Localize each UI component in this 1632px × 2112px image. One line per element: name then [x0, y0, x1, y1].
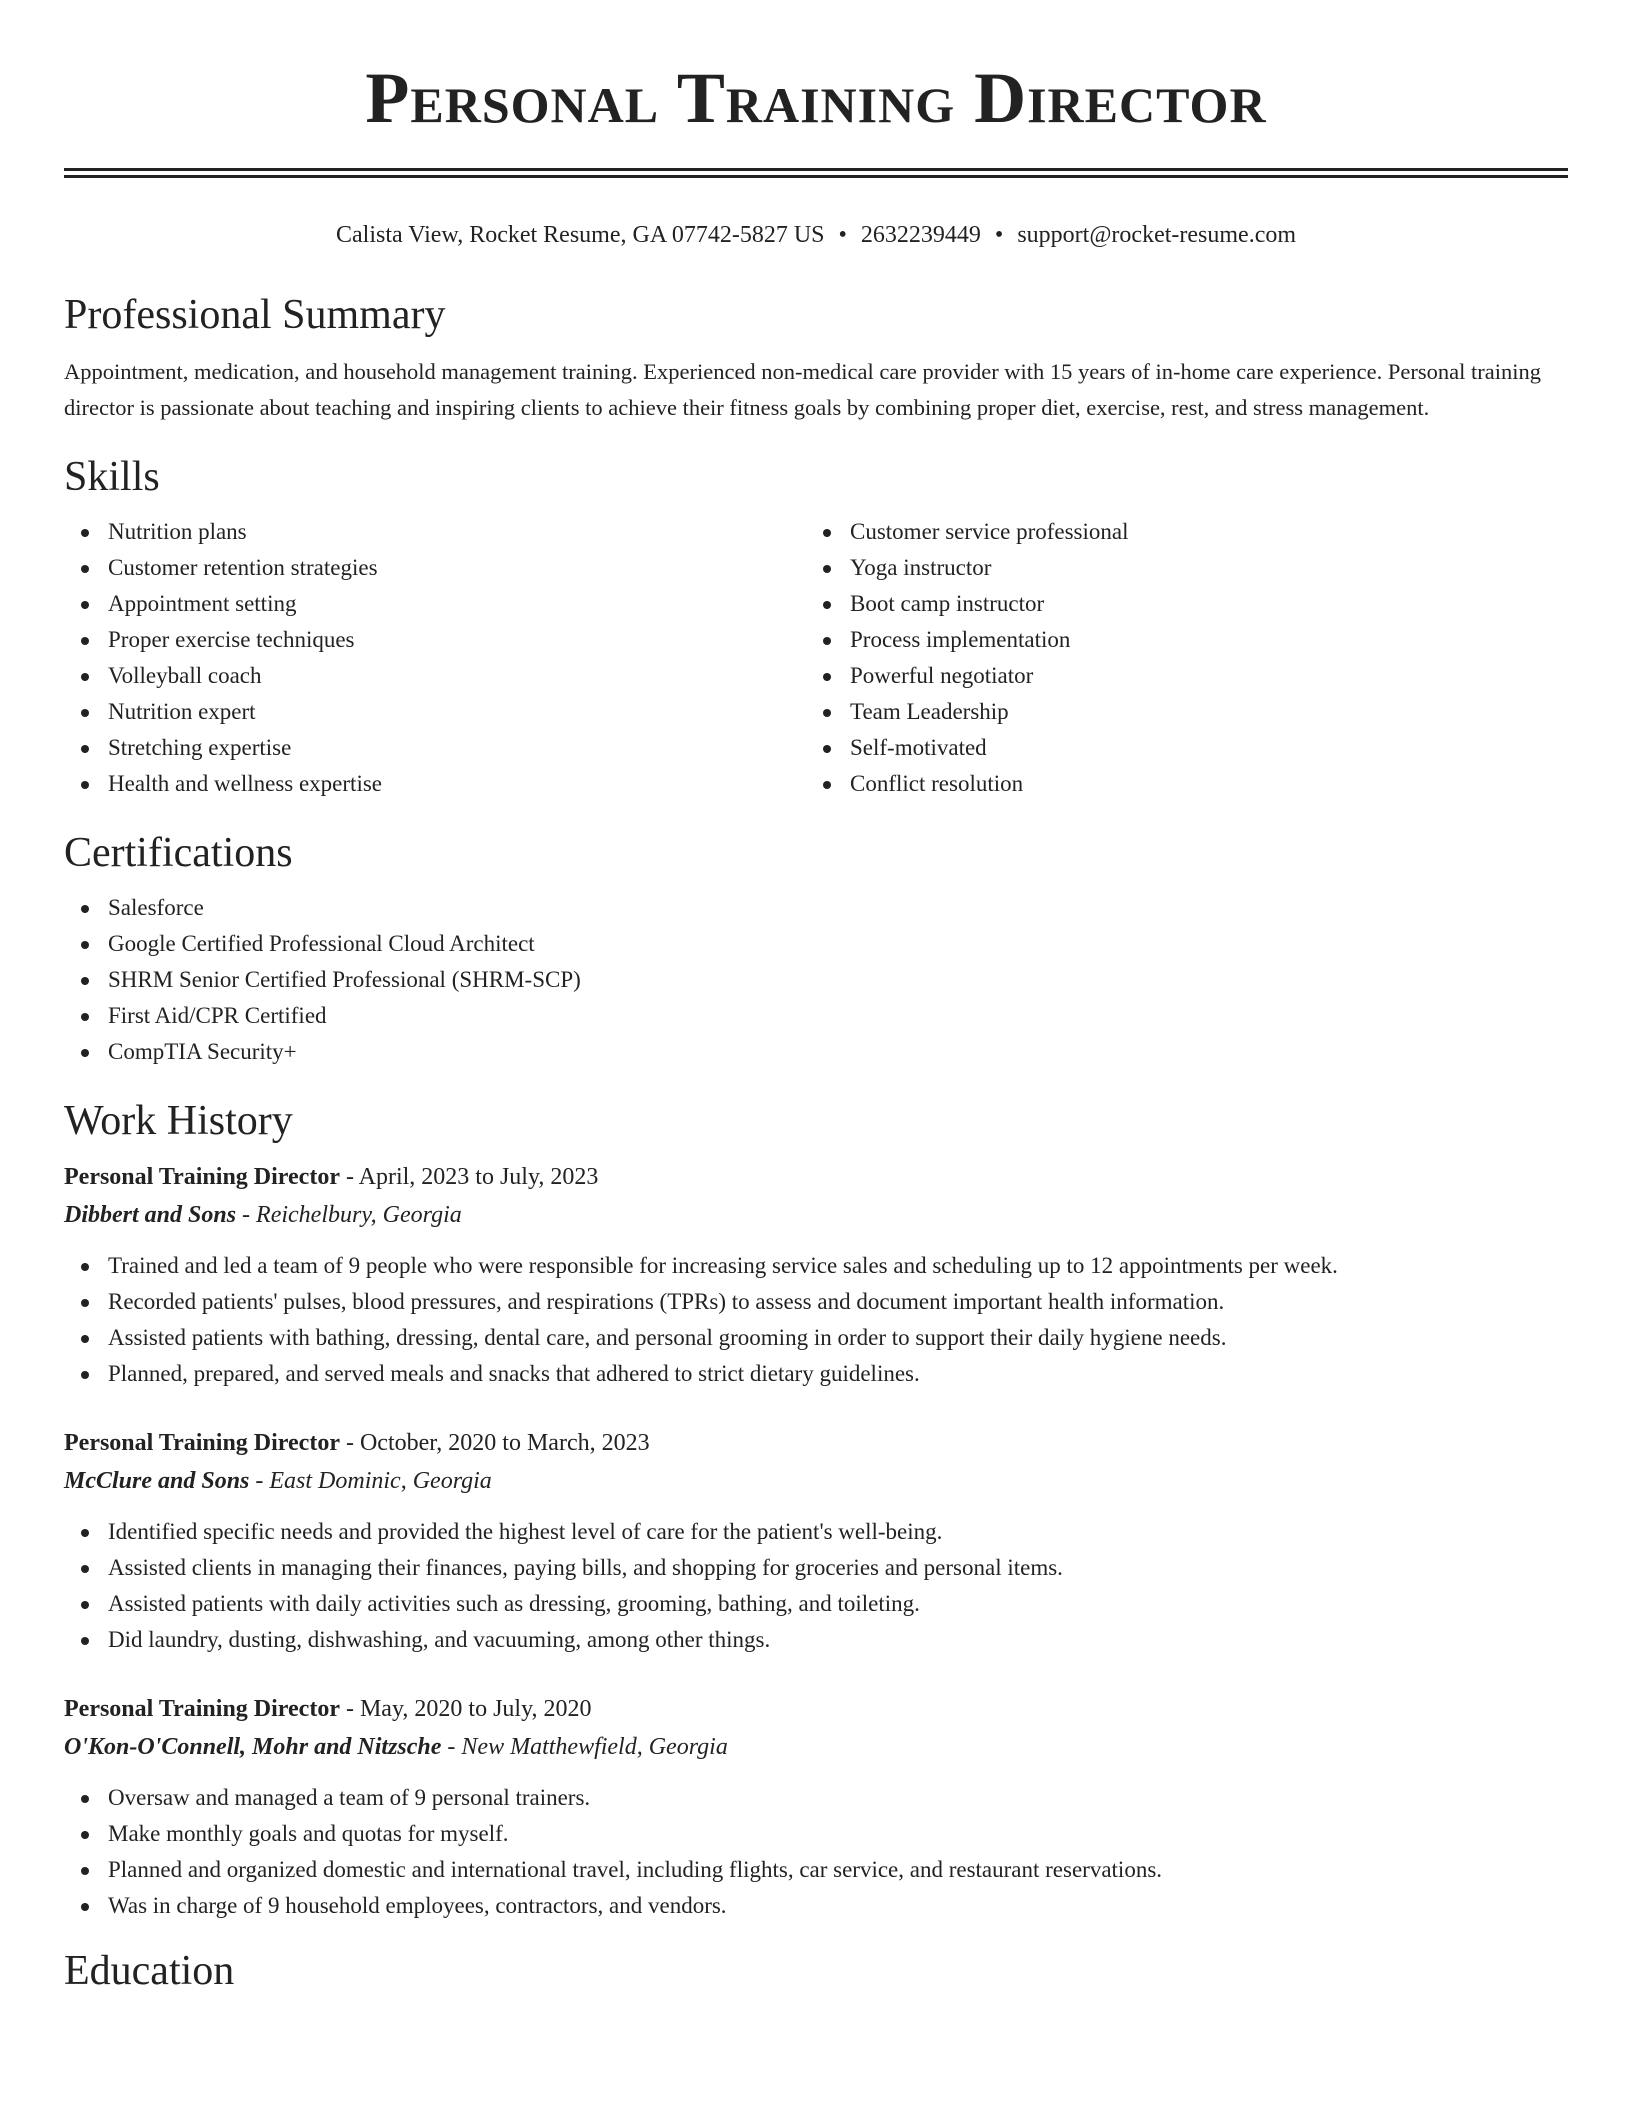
contact-separator: • [994, 222, 1004, 248]
skill-item: Appointment setting [64, 586, 806, 622]
skills-list-right [806, 514, 1548, 802]
skill-item: Volleyball coach [64, 658, 806, 694]
job-title: Personal Training Director [64, 1430, 340, 1456]
resume-name: Personal Training Director [365, 58, 1267, 138]
contact-email: support@rocket-resume.com [1017, 222, 1297, 248]
certification-item: Salesforce [64, 890, 1568, 926]
header-divider [64, 168, 1568, 178]
certifications-heading: Certifications [64, 830, 293, 876]
certification-item: Google Certified Professional Cloud Architect [64, 926, 1568, 962]
job-title-line [64, 1158, 1568, 1196]
job-company: McClure and Sons [64, 1468, 250, 1494]
job-location: - East Dominic, Georgia [249, 1468, 492, 1494]
skill-item: Self-motivated [806, 730, 1548, 766]
skills-list-left [64, 514, 806, 802]
job-dates: - April, 2023 to July, 2023 [339, 1164, 599, 1190]
job-title-line [64, 1690, 1568, 1728]
job-location: - Reichelbury, Georgia [236, 1202, 462, 1228]
job-bullets [64, 1780, 1568, 1924]
certification-item: SHRM Senior Certified Professional (SHRM-SCP) [64, 962, 1568, 998]
skills-section [64, 514, 1568, 802]
certification-item: CompTIA Security+ [64, 1034, 1568, 1070]
job-entry [64, 1424, 1568, 1658]
job-dates: - October, 2020 to March, 2023 [339, 1430, 650, 1456]
job-bullet: Did laundry, dusting, dishwashing, and vacuuming, among other things. [64, 1622, 1568, 1658]
skills-heading: Skills [64, 454, 160, 500]
skill-item: Nutrition expert [64, 694, 806, 730]
job-bullet: Assisted patients with daily activities such as dressing, grooming, bathing, and toileting. [64, 1586, 1568, 1622]
job-bullet: Assisted patients with bathing, dressing, dental care, and personal grooming in order to support their daily hygiene needs. [64, 1320, 1568, 1356]
job-title: Personal Training Director [64, 1696, 340, 1722]
job-bullet: Assisted clients in managing their finances, paying bills, and shopping for groceries and personal items. [64, 1550, 1568, 1586]
job-entry [64, 1158, 1568, 1392]
job-bullet: Make monthly goals and quotas for myself. [64, 1816, 1568, 1852]
job-title-line [64, 1424, 1568, 1462]
skill-item: Powerful negotiator [806, 658, 1548, 694]
contact-phone: 2632239449 [860, 222, 981, 248]
job-bullet: Planned, prepared, and served meals and snacks that adhered to strict dietary guidelines. [64, 1356, 1568, 1392]
certifications-list [64, 890, 1568, 1070]
skill-item: Process implementation [806, 622, 1548, 658]
job-bullets [64, 1248, 1568, 1392]
job-bullet: Recorded patients' pulses, blood pressures, and respirations (TPRs) to assess and document important health information. [64, 1284, 1568, 1320]
skill-item: Conflict resolution [806, 766, 1548, 802]
job-bullet: Oversaw and managed a team of 9 personal trainers. [64, 1780, 1568, 1816]
job-bullets [64, 1514, 1568, 1658]
contact-separator: • [838, 222, 847, 248]
skill-item: Team Leadership [806, 694, 1548, 730]
job-entry [64, 1690, 1568, 1924]
job-company: O'Kon-O'Connell, Mohr and Nitzsche [64, 1734, 442, 1760]
job-bullet: Planned and organized domestic and international travel, including flights, car service, and restaurant reservations. [64, 1852, 1568, 1888]
contact-line [64, 220, 1568, 250]
job-dates: - May, 2020 to July, 2020 [339, 1696, 592, 1722]
summary-heading: Professional Summary [64, 292, 446, 338]
summary-text: Appointment, medication, and household management training. Experienced non-medical care provider with 15 years of in-home care experience. Personal training director is passionate about teaching and inspiring clients to achieve their fitness goals by combining proper diet, exercise, rest, and stress management. [64, 359, 1541, 420]
skill-item: Nutrition plans [64, 514, 806, 550]
job-bullet: Trained and led a team of 9 people who were responsible for increasing service sales and scheduling up to 12 appointments per week. [64, 1248, 1568, 1284]
certification-item: First Aid/CPR Certified [64, 998, 1568, 1034]
job-location: - New Matthewfield, Georgia [441, 1734, 728, 1760]
skill-item: Boot camp instructor [806, 586, 1548, 622]
skill-item: Proper exercise techniques [64, 622, 806, 658]
education-heading: Education [64, 1948, 235, 1994]
job-bullet: Was in charge of 9 household employees, contractors, and vendors. [64, 1888, 1568, 1924]
job-company-line [64, 1728, 1568, 1766]
job-bullet: Identified specific needs and provided the highest level of care for the patient's well-being. [64, 1514, 1568, 1550]
job-company-line [64, 1462, 1568, 1500]
contact-address: Calista View, Rocket Resume, GA 07742-5827 US [335, 222, 825, 248]
job-title: Personal Training Director [64, 1164, 340, 1190]
skill-item: Stretching expertise [64, 730, 806, 766]
job-company: Dibbert and Sons [64, 1202, 237, 1228]
work-history-heading: Work History [64, 1098, 293, 1144]
skill-item: Health and wellness expertise [64, 766, 806, 802]
job-company-line [64, 1196, 1568, 1234]
skill-item: Customer service professional [806, 514, 1548, 550]
skill-item: Yoga instructor [806, 550, 1548, 586]
skill-item: Customer retention strategies [64, 550, 806, 586]
